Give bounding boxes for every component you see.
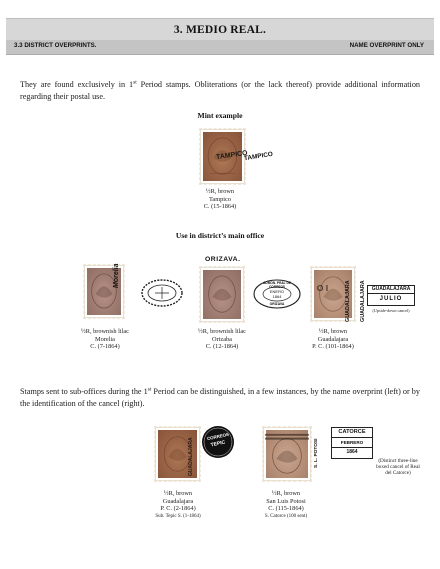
catorce-caption: ½R, brown San Luis Potosi C. (115-1864) S. Catorce (100 sent) [264,490,308,519]
mint-heading: Mint example [197,111,243,120]
mint-overprint-side: TAMPICO [243,150,274,163]
suboffices-paragraph: Stamps sent to sub-offices during the 1st Period can be distinguished, in a few instances, by the name overprint (left) or by the identification of the cancel (right). [20,386,420,408]
morelia-cancel [140,278,184,308]
morelia-overprint: Morelia [113,263,120,288]
page-title-bar [6,18,434,41]
catorce-overprint: S. L. POTOSI [314,438,319,468]
district-heading: Use in district’s main office [175,231,265,240]
section-title: 3.3 DISTRICT OVERPRINTS. [14,42,97,49]
page-title: 3. MEDIO REAL. [173,24,267,36]
mint-caption: ½R, brown Tampico C. (15-1864) [203,188,237,211]
guadalajara-cancel: GUADALAJARA JULIO [367,285,415,306]
morelia-caption: ½R, brownish lilac Morelia C. (7-1864) [81,328,129,351]
guadalajara-overprint-side: GUADALAJARA [360,280,366,322]
mint-overprint: TAMPICO [215,149,249,162]
section-bar [6,40,434,55]
catorce-cancel: CATORCE FEBRERO 1864 [331,427,373,459]
svg-text:O I: O I [316,283,329,294]
catorce-cancel-note: (Distinct three-line boxed cancel of Real del Catorce) [376,458,420,477]
orizaba-overprint: ORIZAVA. [205,256,241,263]
orizaba-stamp-image [199,266,245,323]
tepic-caption: ½R, brown Guadalajara P. C. (2-1864) Sub. Tepic S. (1-1864) [155,490,201,519]
guadalajara-cancel-note: (Upside-down cancel) [372,308,410,313]
intro-paragraph: They are found exclusively in 1st Period stamps. Obliterations (or the lack thereof) provide additional information regarding their postal use. [20,79,421,101]
eagle-vignette-icon [263,427,311,481]
catorce-stamp-image [262,426,312,482]
orizaba-cancel: ADMON. PRAL DE CORREOS ENERO 1864 ORIZAVA [252,278,302,310]
section-right-label: NAME OVERPRINT ONLY [349,42,424,49]
guadalajara-caption: ½R, brown Guadalajara P. C. (101-1864) [312,328,354,351]
tepic-cancel: CORREOS TEPIC [201,425,235,459]
tepic-overprint: GUADALAJARA [188,437,194,476]
orizaba-caption: ½R, brownish lilac Orizaba C. (12-1864) [198,328,246,351]
eagle-vignette-icon [200,267,244,322]
guadalajara-overprint: GUADALAJARA [345,280,351,322]
